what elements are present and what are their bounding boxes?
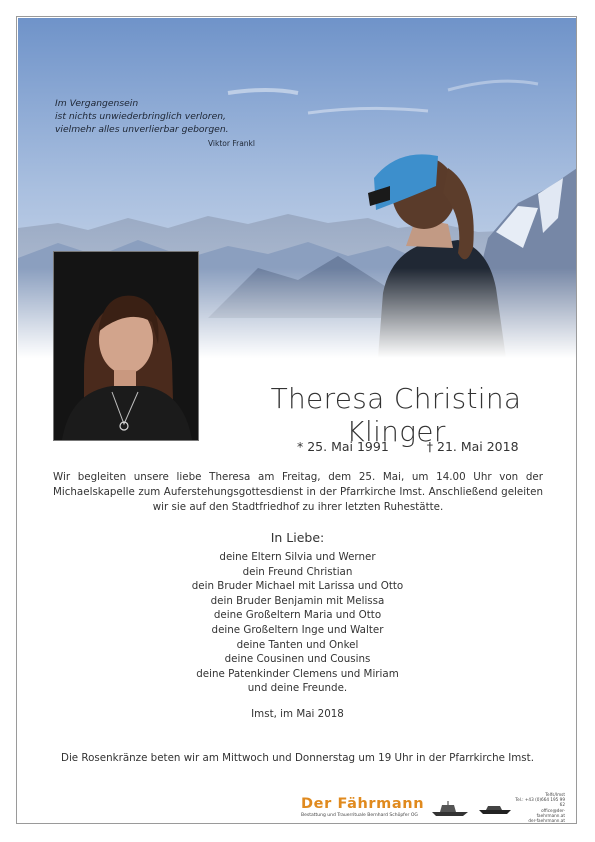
funeral-announcement: Wir begleiten unsere liebe Theresa am Freitag, dem 25. Mai, um 14.00 Uhr von der Michaelskapelle zum Auferstehungsgottesdienst in der Pfarrkirche Imst. Anschließend geleiten wir sie auf den Stadtfriedhof zu ihrer letzten Ruhestätte. [53, 471, 543, 513]
mourners-heading: In Liebe: [270, 530, 325, 545]
mourner-item: deine Tanten und Onkel [236, 638, 359, 651]
rosary-notice: Die Rosenkränze beten wir am Mittwoch und Donnerstag um 19 Uhr in der Pfarrkirche Imst. [61, 752, 534, 764]
obituary-card [16, 16, 577, 824]
mourners-list [0, 550, 595, 696]
deceased-name: Theresa Christina Klinger [270, 382, 522, 448]
contact-email: office@der-faehrmann.at [536, 807, 565, 818]
funeral-home-logo [301, 796, 424, 818]
contact-info [515, 792, 565, 823]
mourner-item: dein Bruder Benjamin mit Melissa [210, 594, 385, 607]
contact-phone: Tel.: +43 (0)664 195 99 62 [515, 797, 565, 808]
brand-name: Der Fährmann [301, 796, 425, 812]
mourner-item: deine Patenkinder Clemens und Miriam [196, 667, 399, 680]
quote-author: Viktor Frankl [207, 139, 255, 148]
brand-subtitle: Bestattung und Trauerrituale Bernhard Schöpfer OG [301, 813, 418, 818]
life-dates [297, 439, 553, 454]
quote-block [55, 97, 255, 150]
quote-line: Im Vergangensein [55, 98, 139, 109]
place-date: Imst, im Mai 2018 [251, 708, 344, 720]
ferry-boat-small-icon [478, 804, 512, 816]
quote-line: ist nichts unwiederbringlich verloren, [55, 111, 226, 122]
mourner-item: und deine Freunde. [247, 682, 348, 695]
mourner-item: dein Freund Christian [242, 565, 353, 578]
contact-website: der-faehrmann.at [528, 818, 565, 824]
contact-location: Telfs/Imst [545, 792, 565, 797]
death-date: † 21. Mai 2018 [426, 439, 519, 454]
mourner-item: deine Großeltern Inge und Walter [211, 623, 384, 636]
ferry-boat-icon [430, 800, 470, 818]
mourner-item: deine Eltern Silvia und Werner [219, 551, 376, 563]
birth-date: * 25. Mai 1991 [297, 439, 389, 454]
quote-line: vielmehr alles unverlierbar geborgen. [55, 124, 229, 135]
mourner-item: deine Großeltern Maria und Otto [213, 609, 382, 622]
mourner-item: deine Cousinen und Cousins [224, 653, 371, 666]
mourner-item: dein Bruder Michael mit Larissa und Otto [191, 580, 404, 593]
portrait-photo [53, 251, 199, 441]
